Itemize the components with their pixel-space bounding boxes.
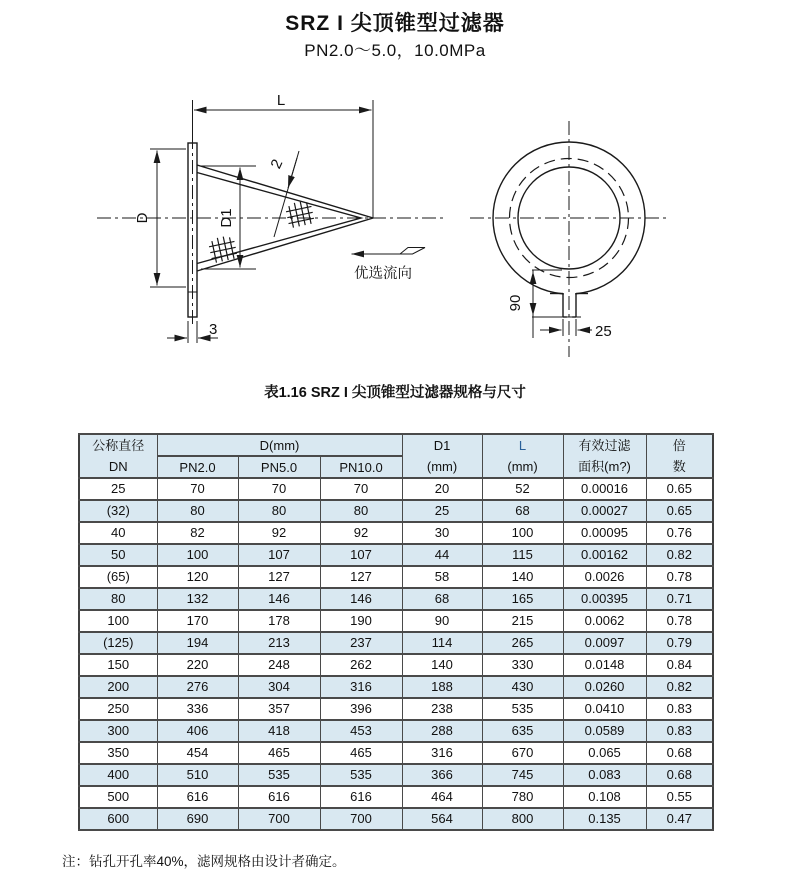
spec-cell: 90 (402, 610, 482, 632)
spec-cell: 0.76 (646, 522, 713, 544)
table-row (79, 544, 713, 566)
spec-cell: 0.083 (563, 764, 646, 786)
spec-cell: 330 (482, 654, 563, 676)
spec-cell: 745 (482, 764, 563, 786)
spec-cell: 465 (238, 742, 320, 764)
spec-cell: 0.0026 (563, 566, 646, 588)
spec-cell: (125) (79, 632, 157, 654)
spec-cell: 165 (482, 588, 563, 610)
spec-cell: 82 (157, 522, 238, 544)
spec-cell: 700 (320, 808, 402, 830)
spec-cell: 0.00395 (563, 588, 646, 610)
spec-cell: 0.00016 (563, 478, 646, 500)
spec-cell: 0.83 (646, 720, 713, 742)
spec-cell: 316 (320, 676, 402, 698)
spec-cell: 396 (320, 698, 402, 720)
spec-cell: 80 (320, 500, 402, 522)
spec-cell: 600 (79, 808, 157, 830)
spec-cell: 190 (320, 610, 402, 632)
spec-cell: 114 (402, 632, 482, 654)
spec-cell: 200 (79, 676, 157, 698)
spec-cell: 0.82 (646, 676, 713, 698)
dim-d1-label: D1 (218, 208, 235, 228)
spec-cell: 262 (320, 654, 402, 676)
spec-cell: (32) (79, 500, 157, 522)
spec-cell: 127 (238, 566, 320, 588)
spec-cell: 58 (402, 566, 482, 588)
spec-cell: 70 (320, 478, 402, 500)
spec-table-header (79, 434, 713, 478)
spec-cell: 0.65 (646, 500, 713, 522)
table-row (79, 566, 713, 588)
spec-cell: 276 (157, 676, 238, 698)
spec-cell: 0.84 (646, 654, 713, 676)
spec-cell: 406 (157, 720, 238, 742)
spec-cell: 616 (238, 786, 320, 808)
spec-cell: 25 (402, 500, 482, 522)
spec-cell: 400 (79, 764, 157, 786)
spec-cell: 68 (402, 588, 482, 610)
col-header-l: L (mm) (482, 434, 563, 478)
spec-cell: 0.78 (646, 610, 713, 632)
spec-cell: 178 (238, 610, 320, 632)
spec-cell: 510 (157, 764, 238, 786)
spec-cell: 0.79 (646, 632, 713, 654)
spec-cell: 237 (320, 632, 402, 654)
spec-cell: 0.47 (646, 808, 713, 830)
spec-cell: 616 (320, 786, 402, 808)
spec-cell: 0.0260 (563, 676, 646, 698)
spec-cell: 0.135 (563, 808, 646, 830)
spec-cell: (65) (79, 566, 157, 588)
spec-table-body (79, 478, 713, 830)
spec-cell: 690 (157, 808, 238, 830)
spec-cell: 170 (157, 610, 238, 632)
spec-cell: 616 (157, 786, 238, 808)
spec-cell: 0.71 (646, 588, 713, 610)
spec-cell: 430 (482, 676, 563, 698)
spec-cell: 146 (238, 588, 320, 610)
col-header-dn: 公称直径 DN (79, 434, 157, 478)
spec-cell: 80 (79, 588, 157, 610)
table-row (79, 786, 713, 808)
spec-cell: 68 (482, 500, 563, 522)
spec-cell: 188 (402, 676, 482, 698)
spec-cell: 0.68 (646, 742, 713, 764)
spec-cell: 265 (482, 632, 563, 654)
spec-cell: 132 (157, 588, 238, 610)
spec-cell: 127 (320, 566, 402, 588)
spec-cell: 564 (402, 808, 482, 830)
spec-cell: 194 (157, 632, 238, 654)
side-view-drawing (97, 92, 443, 343)
spec-cell: 635 (482, 720, 563, 742)
spec-cell: 107 (320, 544, 402, 566)
spec-cell: 92 (320, 522, 402, 544)
technical-drawing (0, 85, 790, 380)
flow-direction-label: 优选流向 (354, 266, 412, 282)
spec-cell: 100 (157, 544, 238, 566)
spec-cell: 30 (402, 522, 482, 544)
spec-cell: 535 (238, 764, 320, 786)
spec-cell: 220 (157, 654, 238, 676)
table-row (79, 698, 713, 720)
spec-cell: 107 (238, 544, 320, 566)
spec-cell: 25 (79, 478, 157, 500)
table-row (79, 500, 713, 522)
col-header-pn20: PN2.0 (157, 456, 238, 478)
spec-cell: 418 (238, 720, 320, 742)
spec-cell: 670 (482, 742, 563, 764)
plate-thickness-label: 3 (209, 321, 218, 338)
pressure-rating: PN2.0～5.0，10.0MPa (304, 41, 486, 60)
page-title: SRZ I 尖顶锥型过滤器 (285, 12, 505, 35)
col-header-area: 有效过滤 面积(m?) (563, 434, 646, 478)
spec-cell: 0.0062 (563, 610, 646, 632)
table-row (79, 720, 713, 742)
table-row (79, 478, 713, 500)
col-header-d1: D1 (mm) (402, 434, 482, 478)
table-row (79, 676, 713, 698)
spec-cell: 453 (320, 720, 402, 742)
spec-cell: 70 (238, 478, 320, 500)
spec-cell: 0.0589 (563, 720, 646, 742)
spec-cell: 250 (79, 698, 157, 720)
table-row (79, 610, 713, 632)
spec-cell: 70 (157, 478, 238, 500)
spec-cell: 454 (157, 742, 238, 764)
spec-cell: 215 (482, 610, 563, 632)
table-row (79, 522, 713, 544)
dim-l-label: L (276, 92, 286, 109)
spec-cell: 0.82 (646, 544, 713, 566)
spec-cell: 288 (402, 720, 482, 742)
table-row (79, 764, 713, 786)
spec-cell: 0.065 (563, 742, 646, 764)
spec-cell: 0.0410 (563, 698, 646, 720)
tab-length-label: 90 (507, 294, 524, 312)
spec-cell: 115 (482, 544, 563, 566)
spec-cell: 52 (482, 478, 563, 500)
spec-cell: 800 (482, 808, 563, 830)
spec-cell: 0.00027 (563, 500, 646, 522)
spec-table (78, 433, 714, 831)
table-row (79, 588, 713, 610)
spec-cell: 350 (79, 742, 157, 764)
table-row (79, 654, 713, 676)
col-header-pn50: PN5.0 (238, 456, 320, 478)
spec-cell: 366 (402, 764, 482, 786)
spec-cell: 248 (238, 654, 320, 676)
spec-cell: 0.83 (646, 698, 713, 720)
dim-d-label: D (134, 212, 151, 224)
spec-cell: 465 (320, 742, 402, 764)
wall-thickness-label: 2 (267, 156, 287, 172)
col-header-d-group: D(mm) (157, 434, 402, 456)
spec-cell: 316 (402, 742, 482, 764)
spec-cell: 535 (320, 764, 402, 786)
spec-cell: 80 (238, 500, 320, 522)
spec-cell: 0.0148 (563, 654, 646, 676)
spec-cell: 0.108 (563, 786, 646, 808)
spec-cell: 238 (402, 698, 482, 720)
spec-cell: 0.65 (646, 478, 713, 500)
spec-cell: 300 (79, 720, 157, 742)
table-caption: 表1.16 SRZ I 尖顶锥型过滤器规格与尺寸 (264, 385, 526, 401)
spec-cell: 50 (79, 544, 157, 566)
col-header-factor: 倍 数 (646, 434, 713, 478)
spec-cell: 80 (157, 500, 238, 522)
table-row (79, 742, 713, 764)
spec-cell: 0.68 (646, 764, 713, 786)
spec-cell: 0.55 (646, 786, 713, 808)
spec-cell: 150 (79, 654, 157, 676)
spec-cell: 140 (402, 654, 482, 676)
spec-cell: 336 (157, 698, 238, 720)
spec-cell: 0.00095 (563, 522, 646, 544)
spec-cell: 535 (482, 698, 563, 720)
spec-cell: 464 (402, 786, 482, 808)
tab-width-label: 25 (595, 323, 612, 340)
spec-cell: 146 (320, 588, 402, 610)
spec-cell: 100 (482, 522, 563, 544)
spec-cell: 700 (238, 808, 320, 830)
spec-cell: 44 (402, 544, 482, 566)
spec-cell: 92 (238, 522, 320, 544)
col-header-pn100: PN10.0 (320, 456, 402, 478)
spec-cell: 357 (238, 698, 320, 720)
spec-cell: 0.0097 (563, 632, 646, 654)
spec-cell: 100 (79, 610, 157, 632)
spec-cell: 20 (402, 478, 482, 500)
spec-cell: 213 (238, 632, 320, 654)
spec-cell: 0.00162 (563, 544, 646, 566)
spec-cell: 140 (482, 566, 563, 588)
front-view-drawing (470, 121, 668, 357)
spec-cell: 780 (482, 786, 563, 808)
spec-cell: 120 (157, 566, 238, 588)
spec-cell: 40 (79, 522, 157, 544)
footnote: 注：钻孔开孔率40%，滤网规格由设计者确定。 (62, 854, 346, 869)
spec-cell: 500 (79, 786, 157, 808)
table-row (79, 808, 713, 830)
spec-cell: 0.78 (646, 566, 713, 588)
table-row (79, 632, 713, 654)
spec-cell: 304 (238, 676, 320, 698)
